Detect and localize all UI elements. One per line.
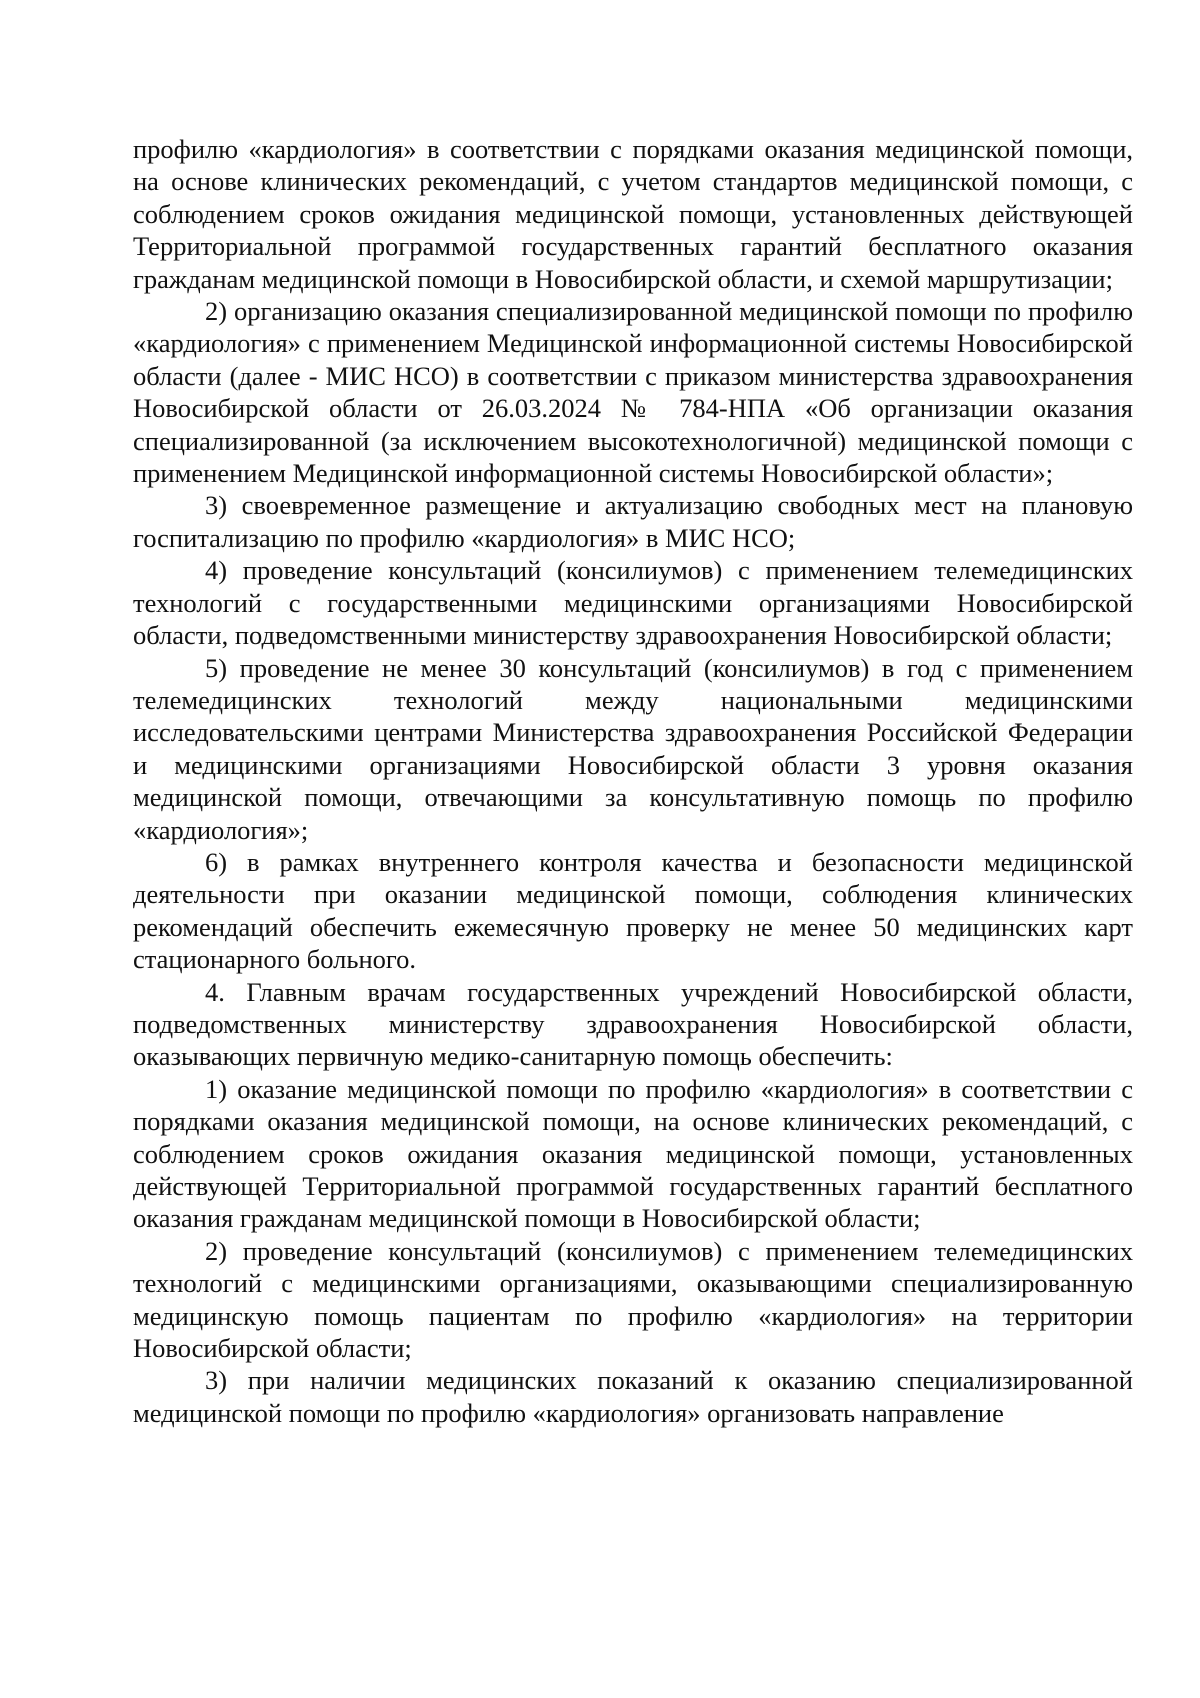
paragraph-section-4-item-1: 1) оказание медицинской помощи по профилю «кардиология» в соответствии с порядками оказания медицинской помощи, на основе клинических рекомендаций, с соблюдением сроков ожидания оказания медицинской помощи, установленных действующей Территориальной программой государственных гарантий бесплатного оказания гражданам медицинской помощи в Новосибирской области; bbox=[133, 1073, 1133, 1234]
paragraph-section-4: 4. Главным врачам государственных учреждений Новосибирской области, подведомственных министерству здравоохранения Новосибирской области, оказывающих первичную медико-санитарную помощь обеспечить: bbox=[133, 976, 1133, 1072]
paragraph-section-4-item-2: 2) проведение консультаций (консилиумов) с применением телемедицинских технологий с медицинскими организациями, оказывающими специализированную медицинскую помощь пациентам по профилю «кардиология» на территории Новосибирской области; bbox=[133, 1235, 1133, 1364]
paragraph-item-6: 6) в рамках внутреннего контроля качества и безопасности медицинской деятельности при оказании медицинской помощи, соблюдения клинических рекомендаций обеспечить ежемесячную проверку не менее 50 медицинских карт стационарного больного. bbox=[133, 846, 1133, 975]
paragraph-item-4: 4) проведение консультаций (консилиумов) с применением телемедицинских технологий с государственными медицинскими организациями Новосибирской области, подведомственными министерству здравоохранения Новосибирской области; bbox=[133, 555, 1133, 651]
document-body bbox=[133, 133, 1133, 1429]
paragraph-section-4-item-3: 3) при наличии медицинских показаний к оказанию специализированной медицинской помощи по профилю «кардиология» организовать направление bbox=[133, 1365, 1133, 1428]
paragraph-continuation: профилю «кардиология» в соответствии с порядками оказания медицинской помощи, на основе клинических рекомендаций, с учетом стандартов медицинской помощи, с соблюдением сроков ожидания медицинской помощи, установленных действующей Территориальной программой государственных гарантий бесплатного оказания гражданам медицинской помощи в Новосибирской области, и схемой маршрутизации; bbox=[133, 134, 1133, 294]
paragraph-item-3: 3) своевременное размещение и актуализацию свободных мест на плановую госпитализацию по профилю «кардиология» в МИС НСО; bbox=[133, 490, 1133, 553]
paragraph-item-5: 5) проведение не менее 30 консультаций (консилиумов) в год с применением телемедицинских технологий между национальными медицинскими исследовательскими центрами Министерства здравоохранения Российской Федерации и медицинскими организациями Новосибирской области 3 уровня оказания медицинской помощи, отвечающими за консультативную помощь по профилю «кардиология»; bbox=[133, 652, 1133, 845]
paragraph-item-2: 2) организацию оказания специализированной медицинской помощи по профилю «кардиология» с применением Медицинской информационной системы Новосибирской области (далее - МИС НСО) в соответствии с приказом министерства здравоохранения Новосибирской области от 26.03.2024 № 784-НПА «Об организации оказания специализированной (за исключением высокотехнологичной) медицинской помощи с применением Медицинской информационной системы Новосибирской области»; bbox=[133, 296, 1133, 489]
